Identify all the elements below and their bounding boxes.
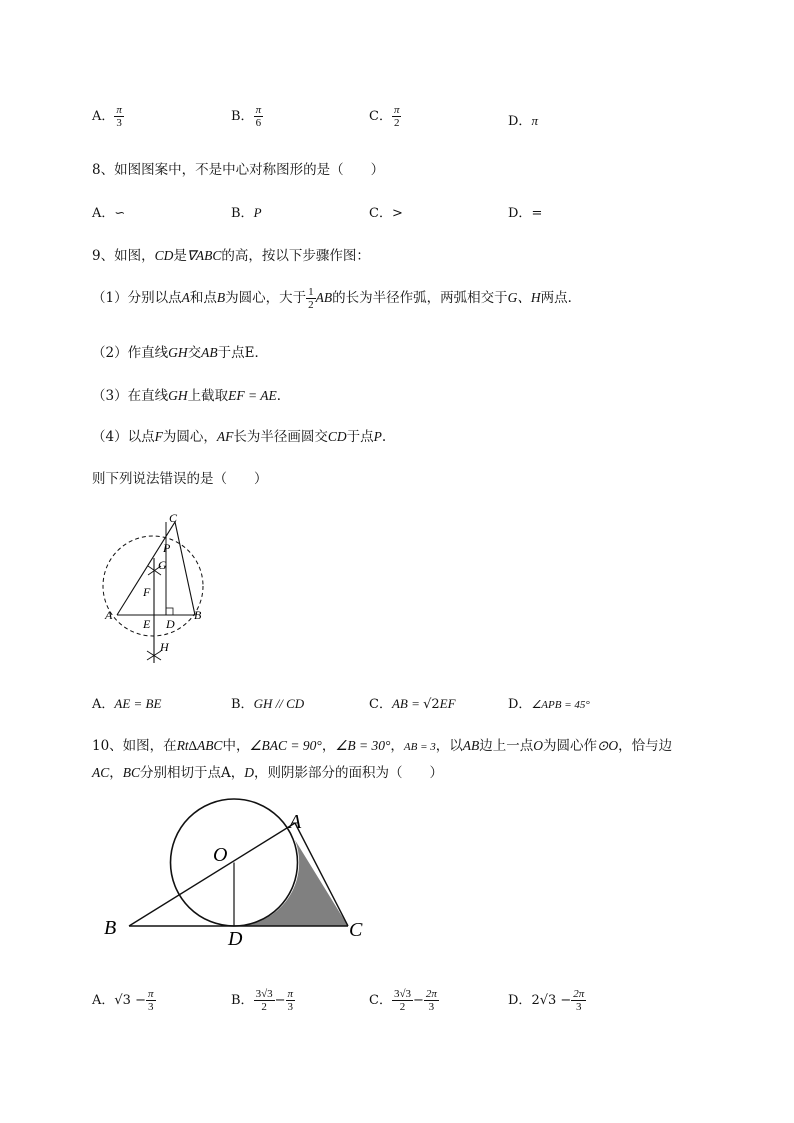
q10-label-d: D — [228, 928, 243, 950]
q10-b-fraction-2: $\frac{\pi}{3}$ — [287, 988, 294, 1013]
q10-label-a: A — [289, 811, 302, 833]
q10-a-fraction: $\frac{\pi}{3}$ — [147, 988, 154, 1013]
q7-option-a[interactable]: A． $\frac{\pi}{3}$ — [92, 104, 122, 129]
q9-label-b: B — [194, 608, 202, 622]
q7-option-b[interactable]: B． $\frac{\pi}{6}$ — [231, 104, 262, 129]
q8-option-d[interactable]: D．= — [508, 206, 543, 221]
q8-stem: 8、如图图案中，不是中心对称图形的是（ ） — [92, 162, 385, 178]
q9-option-b[interactable]: B．GH // CD — [231, 696, 305, 712]
q8-option-a[interactable]: A．∽ — [92, 206, 126, 221]
q9-option-c[interactable]: C．AB = √2EF — [369, 696, 456, 712]
q7-b-fraction: $\frac{\pi}{6}$ — [255, 104, 262, 129]
q9-label-e: E — [143, 617, 151, 631]
q10-label-o: O — [213, 844, 228, 866]
q10-stem-line1: 10、如图，在Rt∆ABC中，∠BAC = 90°，∠B = 30°，AB = 3，以AB边上一点O为圆心作⊙O，恰与边 — [92, 738, 673, 754]
q9-dashed-circle — [103, 536, 203, 636]
q9-stem: 9、如图，CD是∇ABC的高，按以下步骤作图： — [92, 248, 370, 264]
q10-side-ab — [129, 823, 295, 926]
q10-figure — [95, 795, 385, 955]
q10-d-fraction: $\frac{2\pi}{3}$ — [573, 988, 585, 1013]
q10-c-fraction-1: $\frac{3√3}{2}$ — [393, 988, 411, 1013]
q7-option-c[interactable]: C． $\frac{\pi}{2}$ — [369, 104, 400, 129]
q9-label-f: F — [143, 585, 151, 599]
q9-label-d: D — [166, 617, 175, 631]
q9-option-d[interactable]: D．∠APB = 45° — [508, 697, 590, 712]
q8-option-b[interactable]: B．P — [231, 205, 262, 221]
q7-a-fraction: $\frac{\pi}{3}$ — [116, 104, 122, 129]
q9-step4: （4）以点F为圆心，AF长为半径画圆交CD于点P. — [92, 429, 387, 445]
q9-label-h: H — [160, 640, 169, 654]
q9-label-p: P — [163, 541, 171, 555]
q10-c-fraction-2: $\frac{2\pi}{3}$ — [425, 988, 437, 1013]
q10-option-b[interactable]: B． $\frac{3√3}{2}$ − $\frac{\pi}{3}$ — [231, 988, 294, 1013]
q9-option-a[interactable]: A．AE = BE — [92, 696, 162, 712]
q9-step3: （3）在直线GH上截取EF = AE． — [92, 388, 291, 404]
q9-step2: （2）作直线GH交AB于点E． — [92, 345, 268, 361]
q10-shaded-region — [234, 840, 348, 926]
q8-option-c[interactable]: C．> — [369, 206, 403, 221]
q10-label-b: B — [104, 917, 117, 939]
q10-b-fraction-1: $\frac{3√3}{2}$ — [255, 988, 273, 1013]
q9-question: 则下列说法错误的是（ ） — [92, 471, 268, 487]
q9-label-a: A — [105, 608, 113, 622]
q9-step1: （1）分别以点A和点B为圆心，大于 $\frac{1}{2}$ AB的长为半径作弧，两弧相交于G、H两点． — [92, 286, 582, 311]
q9-right-angle-mark — [166, 608, 173, 615]
q7-option-d[interactable]: D．π — [508, 113, 538, 129]
q10-stem-line2: AC，BC分别相切于点A，D，则阴影部分的面积为（ ） — [92, 765, 444, 781]
q9-figure — [95, 508, 220, 668]
q10-label-c: C — [349, 919, 363, 941]
q10-option-c[interactable]: C． $\frac{3√3}{2}$ − $\frac{2\pi}{3}$ — [369, 988, 437, 1013]
q9-label-c: C — [169, 511, 178, 525]
q10-option-d[interactable]: D．2√3 − $\frac{2\pi}{3}$ — [508, 988, 585, 1013]
q9-half-fraction: $\frac{1}{2}$ — [308, 286, 314, 311]
q7-c-fraction: $\frac{\pi}{2}$ — [393, 104, 400, 129]
q9-label-g: G — [158, 558, 167, 572]
q10-option-a[interactable]: A．√3 − $\frac{\pi}{3}$ — [92, 988, 154, 1013]
